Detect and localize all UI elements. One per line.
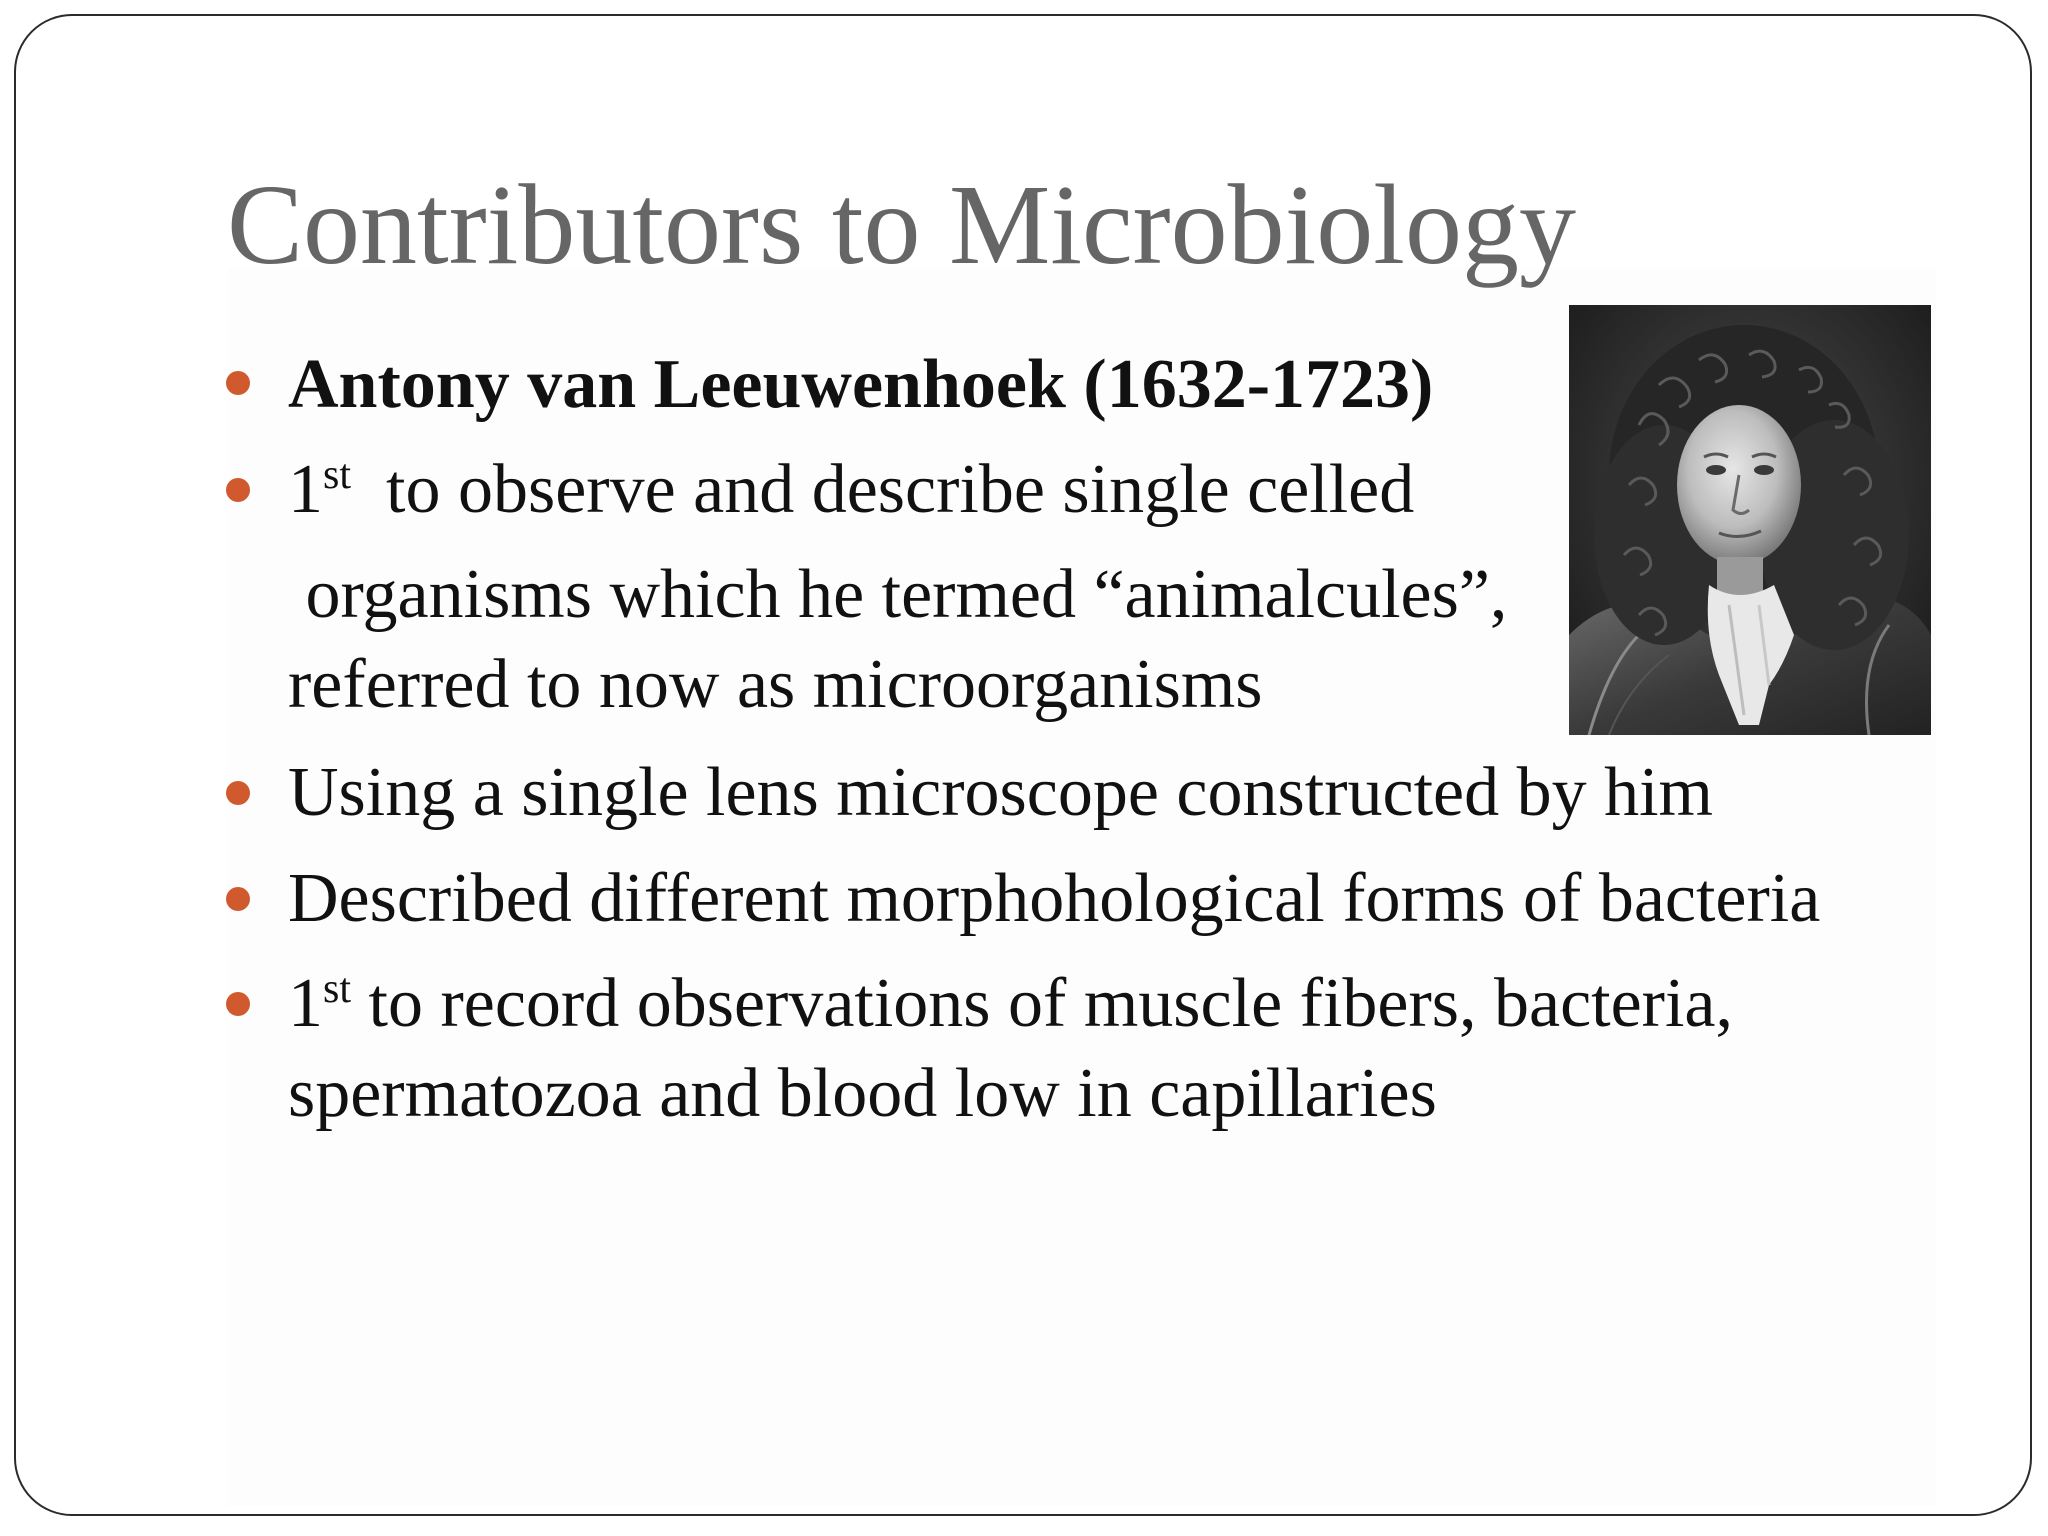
bullet-line xyxy=(288,346,1434,423)
bullet-dot-icon xyxy=(226,887,250,911)
bullet-text: to record observations of muscle fibers, bacteria, xyxy=(351,965,1734,1042)
ordinal-suffix: st xyxy=(323,966,352,1012)
portrait-engraving-icon xyxy=(1569,305,1931,735)
bullet-dot-icon xyxy=(226,371,250,395)
slide-title: Contributors to Microbiology xyxy=(227,161,1576,288)
ordinal-suffix: st xyxy=(323,452,352,498)
bullet-text: Described different morphohological forms of bacteria xyxy=(288,860,1821,937)
bullet-line xyxy=(288,860,1821,937)
bullet-line-continuation xyxy=(288,1055,1437,1132)
bullet-line-continuation xyxy=(288,556,1508,633)
bullet-line xyxy=(288,754,1713,831)
bullet-line xyxy=(288,965,1734,1042)
ordinal-number: 1 xyxy=(288,451,323,528)
bullet-text: referred to now as microorganisms xyxy=(288,646,1263,723)
bullet-dot-icon xyxy=(226,781,250,805)
bullet-dot-icon xyxy=(226,992,250,1016)
bullet-dot-icon xyxy=(226,478,250,502)
bullet-text: to observe and describe single celled xyxy=(351,451,1415,528)
ordinal-number: 1 xyxy=(288,965,323,1042)
bullet-text: spermatozoa and blood low in capillaries xyxy=(288,1055,1437,1132)
bullet-text: Antony van Leeuwenhoek (1632-1723) xyxy=(288,346,1434,423)
bullet-line-continuation xyxy=(288,646,1263,723)
bullet-text: Using a single lens microscope constructed by him xyxy=(288,754,1713,831)
bullet-line xyxy=(288,451,1415,528)
bullet-text: organisms which he termed “animalcules”, xyxy=(288,556,1508,633)
